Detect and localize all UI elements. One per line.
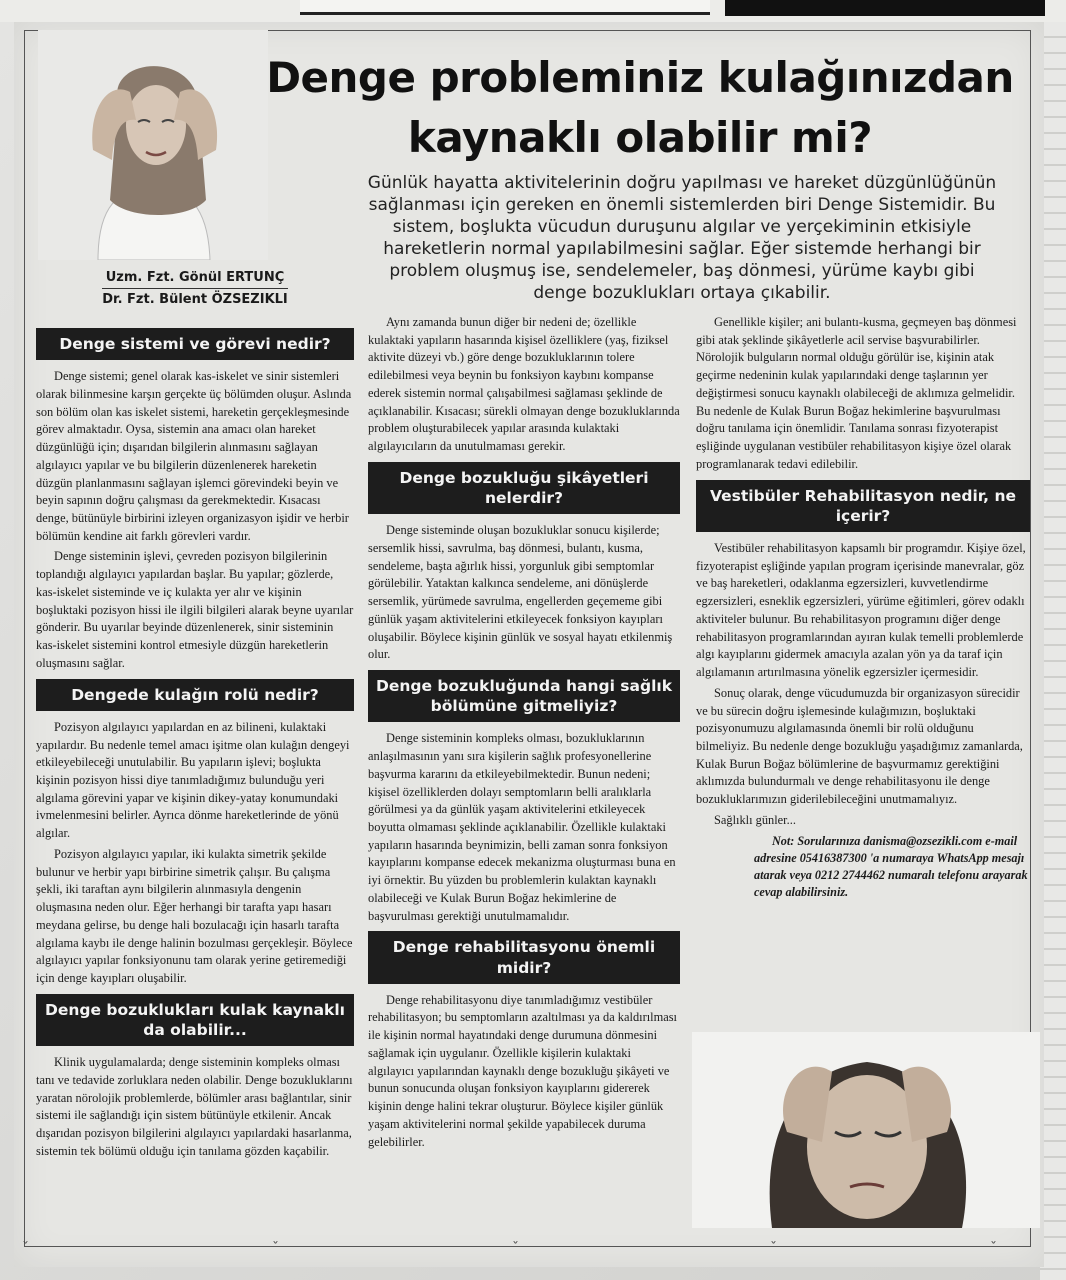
paragraph: Genellikle kişiler; ani bulantı-kusma, geçmeyen baş dönmesi gibi atak şeklinde şikâyetlerle acil servise başvurabilirler. Nörolojik bulguların normal olduğu görülür ise, kişinin atak geçirme nedeninin kulak yapılarındaki denge taşlarının yer değiştirmesi sonucu kaynaklı olabileceği de aklımıza gelmelidir. Bu nedenle de Kulak Burun Boğaz hekimlerine başvurulması doğru tanılama için önemlidir. Tanılama sonrası fizyoterapist eşliğinde uygulanan vestibüler rehabilitasyon kişiye özel olarak programlanarak tedavi edilebilir. — [696, 315, 1017, 471]
column-1 — [36, 322, 354, 1163]
closing-line: Sağlıklı günler... — [714, 812, 796, 827]
author-2: Dr. Fzt. Bülent ÖZSEZIKLI — [102, 288, 288, 310]
paragraph: Sonuç olarak, denge vücudumuzda bir organizasyon sürecidir ve bu sürecin doğru işlemesinde kulağımızın, boşluktaki pozisyonumuzu algılamasında önemli bir rolü olduğunu bilmeliyiz. Bu nedenle denge bozukluğu yaşadığımız zamanlarda, Kulak Burun Boğaz bölümlerine de başvurmamız gerektiğini aklımızda bulundurmalı ve denge rehabilitasyonu ile denge bozukluklarımızın giderilebileceğini unutmamalıyız. — [696, 685, 1023, 807]
paragraph: Denge sisteminde oluşan bozukluklar sonucu kişilerde; sersemlik hissi, savrulma, baş dönmesi, bulantı, kusma, sendeleme, başta ağırlık hissi, yorgunluk gibi semptomlar görülebilir. Yataktan kalkınca sendeleme, ani dönüşlerde sersemlik, yürümede savrulma, engellerden geçememe gibi günlük yaşam aktivitelerini etkileyecek fonksiyon kayıpları oluşabilir. Böylece kişinin günlük ve sosyal hayatı etkilenmiş olur. — [368, 523, 673, 662]
contact-note: Not: Sorularınıza danisma@ozsezikli.com e-mail adresine 05416387300 'a numaraya WhatsApp mesajı atarak veya 0212 2744462 numaralı telefonu arayarak cevap alabilirsiniz. — [754, 833, 1028, 899]
paragraph: Klinik uygulamalarda; denge sisteminin kompleks olması tanı ve tedavide zorluklara neden olabilir. Denge bozukluklarını yaratan nörolojik problemlerde, bölümler arası bağlantılar, sinir sistemi ile sağlandığı için sistem bütünüyle etkilenir. Ancak dışarıdan pozisyon bilgilerini algılayıcı yapılardaki hasarlanma, sistemin tek bölümü olduğu için tanılama gözden kaçabilir. — [36, 1055, 353, 1158]
headline-line-2: kaynaklı olabilir mi? — [407, 112, 873, 162]
section-heading: Denge rehabilitasyonu önemli midir? — [368, 931, 680, 983]
top-strip — [0, 0, 1066, 22]
top-rule — [300, 0, 710, 15]
paragraph: Denge rehabilitasyonu diye tanımladığımız vestibüler rehabilitasyon; bu semptomların azaltılması ya da kaldırılması ile kişinin normal hayatındaki denge durumuna dönmesini sağlamak için uygulanır. Özellikle kişilerin kulaktaki algılayıcı yapılarından kaynaklı denge bozukluğu şikâyeti ve bunun sonucunda oluşan fonksiyon kayıplarını gidererek kişinin denge halini tekrar oluşturur. Böylece kişiler günlük yaşam aktivitelerini normal şekilde yapabilecek duruma gelebilirler. — [368, 992, 677, 1149]
section-heading: Denge bozukluğunda hangi sağlık bölümüne gitmeliyiz? — [368, 670, 680, 722]
column-3 — [696, 314, 1030, 904]
author-1: Uzm. Fzt. Gönül ERTUNÇ — [105, 270, 285, 285]
paragraph: Pozisyon algılayıcı yapılardan en az bilineni, kulaktaki yapılardır. Bu nedenle temel amacı işitme olan kulağın dengeyi etkileyebileceği unutulabilir. Bu yapıların işlevi; boşlukta kişinin pozisyon hissi diye tanımladığımız bulunduğu yeri algılama görevini yapar ve kişinin dikey-yatay konumundaki ivmelenmesini belirler. Ayrıca dönme hareketlerinde de yönü algılar. — [36, 719, 350, 841]
lead-paragraph: Günlük hayatta aktivitelerinin doğru yapılması ve hareket düzgünlüğünün sağlanması için gereken en önemli sistemlerden biri Denge Sistemidir. Bu sistem, boşlukta vücudun duruşunu algılar ve yerçekiminin etkisiyle hareketlerin normal yapılabilmesini sağlar. Eğer sistemde herhangi bir problem oluşmuş ise, sendelemeler, baş dönmesi, yürüme kaybı gibi denge bozuklukları ortaya çıkabilir. — [367, 173, 997, 304]
page-bottom-marks: ˇ ˇ ˇ ˇ ˇ — [22, 1240, 997, 1256]
woman-holding-head-photo — [38, 30, 268, 260]
paragraph: Vestibüler rehabilitasyon kapsamlı bir programdır. Kişiye özel, fizyoterapist eşliğinde yapılan program içerisinde manevralar, göz ve baş hareketleri, odaklanma egzersizleri, kuvvetlendirme egzersizleri, esneklik egzersizleri, yürüme eğitimleri, görev odaklı aktiviteler bulunur. Bu rehabilitasyon programını diğer denge rehabilitasyon programlarından ayıran kulak temelli problemlerde algı kayıplarını gidermek amacıyla azalan yön ya da taraf için algılamanın artırılmasına yönelik egzersizler içermesidir. — [696, 540, 1026, 680]
paragraph: Denge sistemi; genel olarak kas-iskelet ve sinir sistemleri olarak bilinmesine karşın gerçekte üç bölümden oluşur. Aslında son bölüm olan kas iskelet sistemi, hareketin gerçekleşmesinde görev almaktadır. Oysa, sistemin ana amacı olan hareket düzgünlüğü için; dışarıdan bilgilerin alınmasını sağlayan algılayıcı yapılar ve bu bilgilerin düzenlenerek hareketin düzgün planlanmasını sağlayan işlemci görevindeki beyin ve beyin sapının doğru çalışması da gerekmektedir. Kısacası denge, bütünüyle birbirini izleyen organizasyon işidir ve herbir bölümün kendine ait farklı görevleri vardır. — [36, 369, 352, 543]
top-black-bar — [725, 0, 1045, 16]
paragraph: Denge sisteminin işlevi, çevreden pozisyon bilgilerinin toplandığı algılayıcı yapılardan başlar. Bu yapılar; gözlerde, kas-iskelet sisteminde ve iç kulakta yer alır ve kişinin boşluktaki pozisyon hissi ile ilgili bilgileri alarak beyne uyarılar gönderir. Bu uyarılar beyinde düzenlenerek, sinir sisteminin kas-iskelet sistemini kontrol etmesiyle düzgün hareketlerin oluşmasını sağlar. — [36, 549, 354, 670]
section-heading: Denge bozukluğu şikâyetleri nelerdir? — [368, 462, 680, 514]
woman-headache-photo — [692, 1032, 1040, 1228]
section-heading: Denge sistemi ve görevi nedir? — [36, 328, 354, 360]
section-heading: Dengede kulağın rolü nedir? — [36, 679, 354, 711]
column-2 — [368, 314, 680, 1154]
article-headline — [245, 48, 1035, 167]
paragraph: Aynı zamanda bunun diğer bir nedeni de; özellikle kulaktaki yapıların hasarında kişisel özelliklere (yaş, fiziksel aktivite düzeyi vb.) göre denge bozukluklarının tolere edilebilmesi veya beynin bu fonksiyon kaybını kompanse ederek sistemin normal çalışabilmesi sağlaması şeklinde de açıklanabilir. Kısacası; sürekli olmayan denge bozukluklarında problem oluşturabilecek yapılar arasında kulaktaki algılayıcıların da unutulmaması gerekir. — [368, 315, 680, 454]
author-block — [34, 268, 356, 310]
paragraph: Denge sisteminin kompleks olması, bozukluklarının anlaşılmasının yanı sıra kişilerin sağlık profesyonellerine başvurma kararını da etkileyebilmektedir. Bunun nedeni; kişisel özelliklerden dolayı semptomların belli aralıklarla görülmesi ya da günlük yaşam aktivitelerini etkileyecek boyutta olmaması şeklinde açıklanabilir. Özellikle kulaktaki yapıların hasarında beynimizin, belli zaman sonra fonksiyon kayıplarını kompanse edecek mekanizma oluşturması buna en iyi örnektir. Bu yüzden bu problemlerin kulaktan kaynaklı olabileceği ve Kulak Burun Boğaz hekimlerine de başvurulması gerektiği unutulmamalıdır. — [368, 731, 676, 923]
headline-line-1: Denge probleminiz kulağınızdan — [266, 53, 1014, 102]
section-heading: Vestibüler Rehabilitasyon nedir, ne içerir? — [696, 480, 1030, 532]
paragraph: Pozisyon algılayıcı yapılar, iki kulakta simetrik şekilde bulunur ve herbir yapı birbirine simetrik çalışır. Bu çalışma şekli, iki taraftan aynı bilgilerin alınmasıyla dengenin oluşmasına neden olur. Eğer herhangi bir tarafta yapı hasarı meydana gelirse, bu denge hali bozulacağı için hasarlı tarafta algılama kaybı ile denge halinin bozulması gerçekleşir. Böylece algılayıcı yapılar fonksiyonunu tam olarak yerine getiremediği için denge kayıpları oluşabilir. — [36, 846, 353, 986]
section-heading: Denge bozuklukları kulak kaynaklı da olabilir... — [36, 994, 354, 1046]
